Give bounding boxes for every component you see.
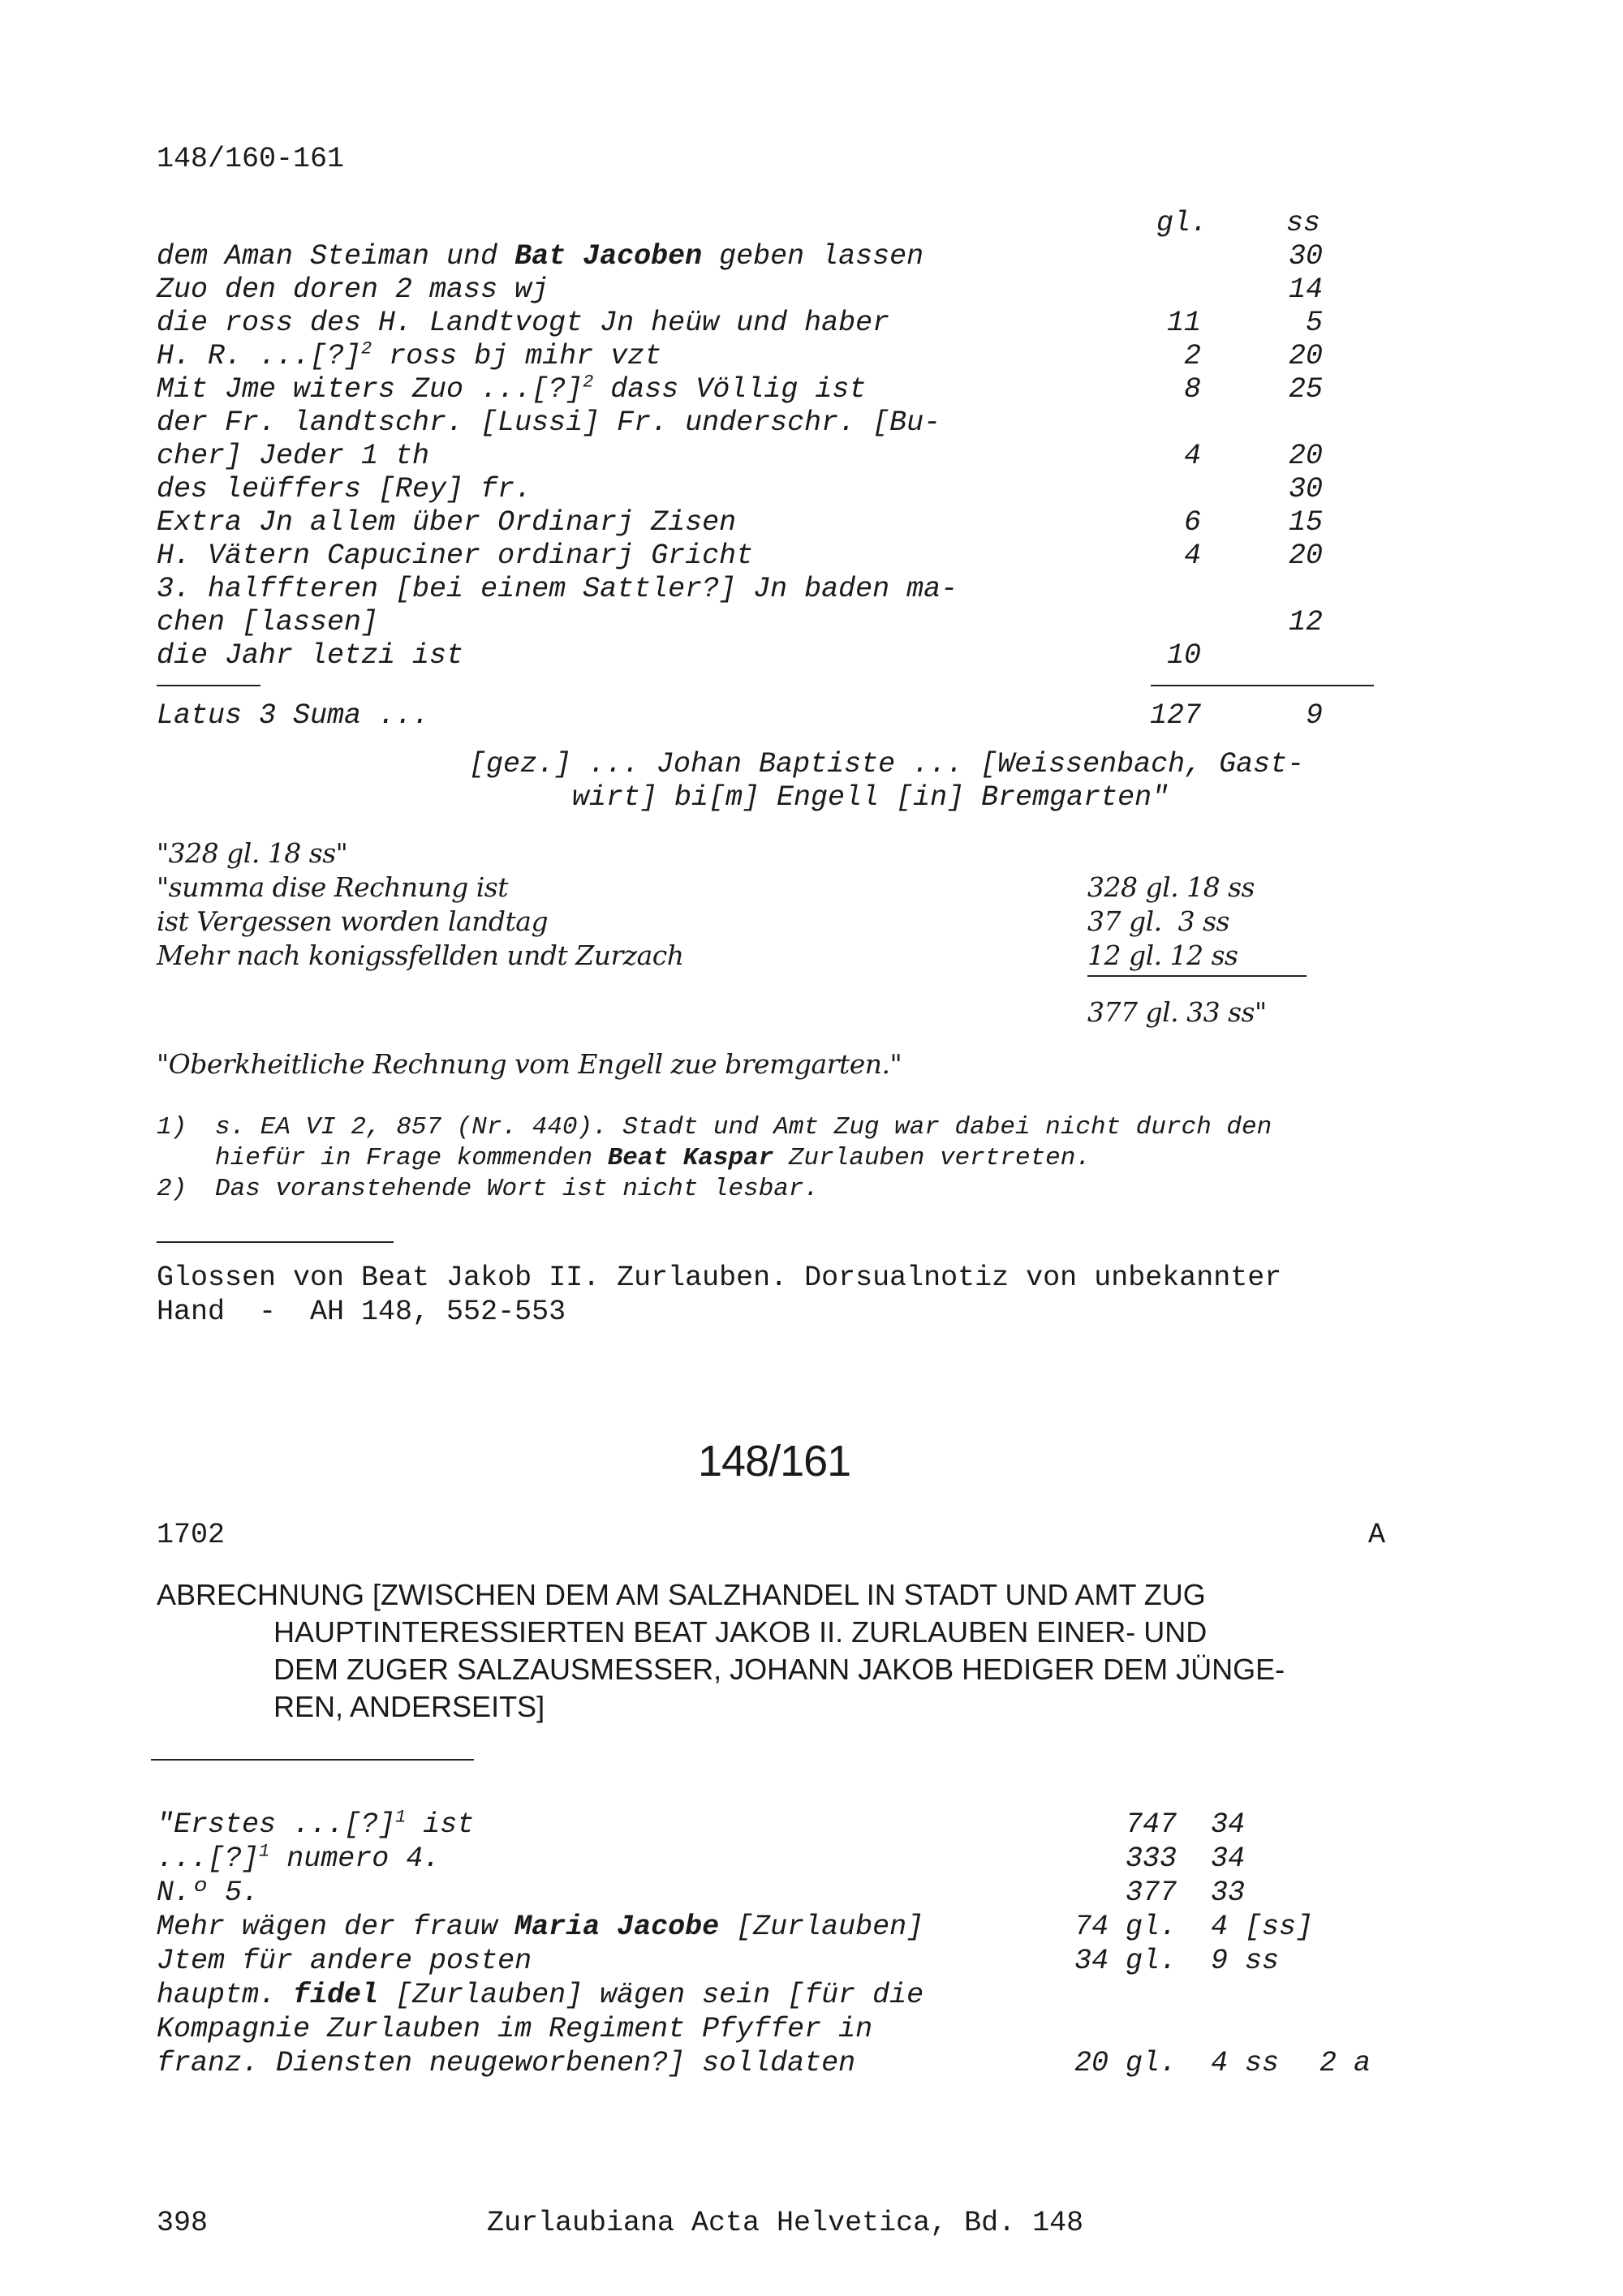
account-row-label: Zuo den doren 2 mass wj (157, 273, 549, 306)
document-title-line-2: HAUPTINTERESSIERTEN BEAT JAKOB II. ZURLAUBEN EINER- UND (273, 1615, 1208, 1649)
account-row-ss: 20 (1288, 440, 1323, 472)
bold-name: Bat Jacoben (514, 240, 703, 273)
title-divider (151, 1759, 474, 1761)
settlement-row-gl: 34 gl. (1074, 1945, 1177, 1977)
dorsual-note: "Oberkheitliche Rechnung vom Engell zue bremgarten." (157, 1048, 902, 1080)
account-row-label: die ross des H. Landtvogt Jn heüw und haber (157, 307, 890, 339)
account-row-label: Mit Jme witers Zuo ...[?]$^2$ dass Völlig ist (157, 372, 867, 406)
gloss-row-label: ist Vergessen worden landtag (157, 905, 549, 937)
account-row-label: des leüffers [Rey] fr. (157, 473, 532, 505)
account-row-label: chen [lassen] (157, 606, 379, 638)
settlement-row-gl: 74 gl. (1074, 1911, 1177, 1943)
document-reference: 148/160-161 (157, 143, 345, 175)
bold-name: Maria Jacobe (514, 1911, 720, 1943)
page-number: 398 (157, 2207, 209, 2239)
gloss-row-value: 328 gl. 18 ss (1087, 871, 1255, 903)
account-row-label: H. R. ...[?]$^2$ ross bj mihr vzt (157, 338, 662, 372)
document-title-line-4: REN, ANDERSEITS] (273, 1690, 545, 1723)
document-number: 148/161 (698, 1437, 851, 1486)
account-row-gl: 8 (1183, 373, 1201, 406)
account-row-gl: 10 (1166, 639, 1201, 672)
settlement-row-ss: 33 (1211, 1877, 1246, 1909)
footnote-number: 1) (157, 1113, 187, 1142)
account-row-ss: 20 (1288, 540, 1323, 572)
settlement-row-label: Mehr wägen der frauw Maria Jacobe [Zurlauben] (157, 1911, 924, 1943)
account-row-ss: 12 (1288, 606, 1323, 638)
source-note-line-2: Hand - AH 148, 552-553 (157, 1296, 566, 1328)
latus-ss: 9 (1305, 699, 1323, 732)
settlement-row-ss: 34 (1211, 1842, 1246, 1875)
account-row-ss: 14 (1288, 273, 1323, 306)
footnote-line: s. EA VI 2, 857 (Nr. 440). Stadt und Amt Zug war dabei nicht durch den (215, 1113, 1272, 1142)
footnote-ref: 2 (361, 338, 372, 359)
footnote-ref: 2 (583, 372, 594, 393)
footnote-ref: 1 (395, 1807, 407, 1828)
latus-label: Latus 3 Suma ... (157, 699, 430, 732)
latus-gl: 127 (1149, 699, 1201, 732)
account-row-ss: 25 (1288, 373, 1323, 406)
gloss-row-label: "summa dise Rechnung ist (157, 871, 508, 903)
account-row-label: H. Vätern Capuciner ordinarj Gricht (157, 540, 754, 572)
bold-name: Beat Kaspar (607, 1144, 774, 1172)
document-title-line-1: ABRECHNUNG [ZWISCHEN DEM AM SALZHANDEL IN STADT UND AMT ZUG (157, 1578, 1206, 1611)
account-row-gl: 6 (1183, 506, 1201, 539)
footnote-number: 2) (157, 1175, 187, 1203)
account-row-label: der Fr. landtschr. [Lussi] Fr. underschr. [Bu- (157, 406, 941, 439)
gloss-row-value: 37 gl. 3 ss (1087, 905, 1229, 937)
account-row-label: 3. halffteren [bei einem Sattler?] Jn baden ma- (157, 573, 958, 605)
settlement-row-ss: 9 ss (1211, 1945, 1280, 1977)
running-title: Zurlaubiana Acta Helvetica, Bd. 148 (487, 2207, 1084, 2239)
signature-line-2: wirt] bi[m] Engell [in] Bremgarten" (572, 781, 1169, 814)
sum-divider (1151, 685, 1374, 686)
gloss-amount: "328 gl. 18 ss" (157, 837, 348, 869)
gloss-sum-divider (1087, 975, 1307, 977)
column-header-ss: ss (1286, 207, 1321, 239)
signature-line-1: [gez.] ... Johan Baptiste ... [Weissenbach, Gast- (469, 748, 1305, 780)
settlement-row-label: hauptm. fidel [Zurlauben] wägen sein [für die (157, 1979, 924, 2011)
account-row-label: die Jahr letzi ist (157, 639, 464, 672)
source-note-line-1: Glossen von Beat Jakob II. Zurlauben. Dorsualnotiz von unbekannter (157, 1262, 1282, 1294)
account-row-gl: 2 (1183, 340, 1201, 372)
account-row-label: Extra Jn allem über Ordinarj Zisen (157, 506, 737, 539)
settlement-row-gl: 333 (1125, 1842, 1177, 1875)
settlement-row-label: Kompagnie Zurlauben im Regiment Pfyffer in (157, 2013, 873, 2045)
account-row-ss: 20 (1288, 340, 1323, 372)
settlement-row-ss: 4 [ss] (1211, 1911, 1314, 1943)
footnote-ref: 1 (259, 1841, 270, 1862)
document-letter: A (1368, 1519, 1386, 1551)
settlement-row-ss: 34 (1211, 1808, 1246, 1841)
source-divider (157, 1241, 394, 1243)
bold-name: fidel (293, 1979, 379, 2011)
settlement-row-gl: 20 gl. (1074, 2047, 1177, 2079)
settlement-row-label: franz. Diensten neugeworbenen?] solldaten (157, 2047, 856, 2079)
settlement-row-label: ...[?]$^1$ numero 4. (157, 1841, 441, 1875)
settlement-row-a: 2 a (1319, 2047, 1371, 2079)
account-row-label: dem Aman Steiman und Bat Jacoben geben lassen (157, 240, 924, 273)
account-row-ss: 30 (1288, 240, 1323, 273)
footnote-line: Das voranstehende Wort ist nicht lesbar. (215, 1175, 820, 1203)
gloss-row-label: Mehr nach konigssfellden undt Zurzach (157, 939, 684, 971)
gloss-total: 377 gl. 33 ss" (1087, 996, 1267, 1028)
settlement-row-gl: 377 (1125, 1877, 1177, 1909)
column-header-gl: gl. (1156, 207, 1208, 239)
footnote-line: hiefür in Frage kommenden Beat Kaspar Zurlauben vertreten. (215, 1144, 1091, 1172)
account-row-gl: 4 (1183, 540, 1201, 572)
account-row-label: cher] Jeder 1 th (157, 440, 430, 472)
settlement-row-label: "Erstes ...[?]$^1$ ist (157, 1807, 475, 1841)
settlement-row-label: N.º 5. (157, 1877, 260, 1909)
document-title-line-3: DEM ZUGER SALZAUSMESSER, JOHANN JAKOB HEDIGER DEM JÜNGE- (273, 1653, 1285, 1686)
document-year: 1702 (157, 1519, 226, 1551)
divider (157, 685, 260, 686)
account-row-gl: 4 (1183, 440, 1201, 472)
account-row-gl: 11 (1166, 307, 1201, 339)
gloss-row-value: 12 gl. 12 ss (1087, 939, 1238, 971)
settlement-row-label: Jtem für andere posten (157, 1945, 532, 1977)
account-row-ss: 30 (1288, 473, 1323, 505)
settlement-row-ss: 4 ss (1211, 2047, 1280, 2079)
account-row-ss: 15 (1288, 506, 1323, 539)
account-row-ss: 5 (1305, 307, 1323, 339)
settlement-row-gl: 747 (1125, 1808, 1177, 1841)
